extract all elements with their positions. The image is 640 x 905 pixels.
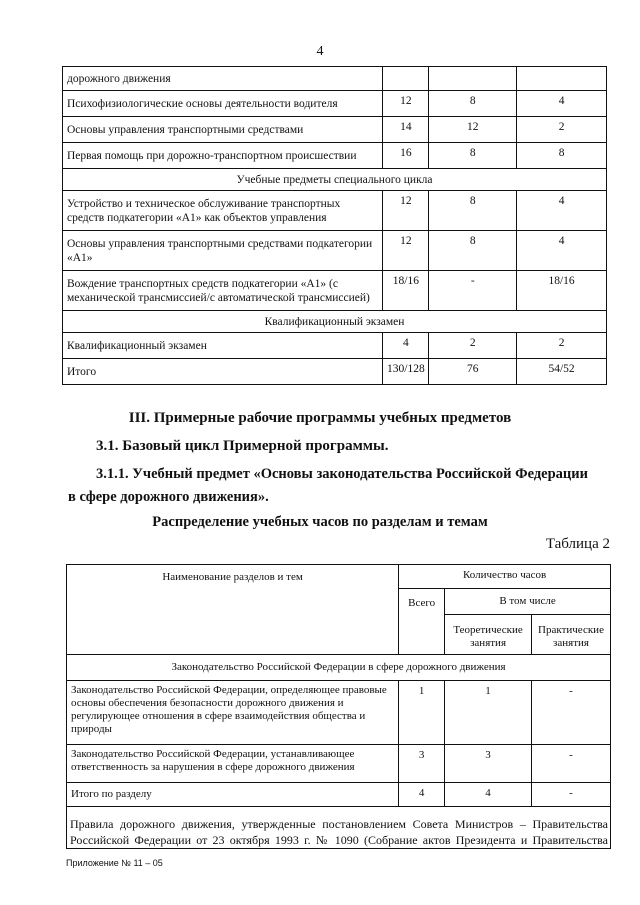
hours-c1: 130/128	[383, 359, 429, 385]
subject-name: Психофизиологические основы деятельности водителя	[63, 91, 383, 117]
subject-heading-line1: 3.1.1. Учебный предмет «Основы законодательства Российской Федерации	[96, 466, 588, 482]
page-footer: Приложение № 11 – 05	[66, 858, 163, 868]
header-theory: Теоретические занятия	[445, 615, 532, 655]
table-row	[63, 91, 607, 117]
subject-heading-line2: в сфере дорожного движения».	[68, 489, 269, 505]
hours-c3: 4	[517, 91, 607, 117]
hours-c3: 4	[517, 191, 607, 231]
hours-c2: 8	[429, 191, 517, 231]
section-row	[63, 169, 607, 191]
topic-total: 1	[399, 681, 445, 745]
table-row	[63, 333, 607, 359]
table-row	[63, 191, 607, 231]
hours-c2: 8	[429, 231, 517, 271]
table-row	[63, 271, 607, 311]
table-row	[63, 117, 607, 143]
section-total-theory: 4	[445, 783, 532, 807]
hours-c3: 2	[517, 117, 607, 143]
header-including: В том числе	[445, 589, 611, 615]
study-hours-table	[62, 66, 607, 385]
section-heading: III. Примерные рабочие программы учебных предметов	[128, 410, 512, 426]
regulation-paragraph: Правила дорожного движения, утвержденные постановлением Совета Министров – Правительства Российской Федерации от 23 октября 1993 г. № 1090 (Собрание актов Президента и Правительства	[70, 817, 608, 847]
hours-c3: 4	[517, 231, 607, 271]
subject-name: Первая помощь при дорожно-транспортном происшествии	[63, 143, 383, 169]
hours-c2: -	[429, 271, 517, 311]
section-title: Учебные предметы специального цикла	[63, 169, 607, 191]
hours-c3: 18/16	[517, 271, 607, 311]
topic-name: Законодательство Российской Федерации, устанавливающее ответственность за нарушения в сфере дорожного движения	[67, 745, 399, 783]
section-total-practice: -	[532, 783, 611, 807]
hours-c2: 12	[429, 117, 517, 143]
section-title: Квалификационный экзамен	[63, 311, 607, 333]
table-row	[63, 143, 607, 169]
section-total-total: 4	[399, 783, 445, 807]
hours-c1: 18/16	[383, 271, 429, 311]
topic-theory: 1	[445, 681, 532, 745]
table-label: Таблица 2	[545, 536, 610, 552]
hours-c1: 16	[383, 143, 429, 169]
topic-theory: 3	[445, 745, 532, 783]
hours-c3: 2	[517, 333, 607, 359]
hours-distribution-table	[66, 564, 611, 849]
hours-c2: 8	[429, 143, 517, 169]
header-practice: Практические занятия	[532, 615, 611, 655]
header-hours: Количество часов	[399, 565, 611, 589]
subject-name: Вождение транспортных средств подкатегории «А1» (с механической трансмиссией/с автоматической трансмиссией)	[63, 271, 383, 311]
distribution-heading: Распределение учебных часов по разделам и темам	[152, 514, 488, 530]
subject-name: Основы управления транспортными средствами	[63, 117, 383, 143]
section-total-label: Итого по разделу	[67, 783, 399, 807]
topic-name: Законодательство Российской Федерации, определяющее правовые основы обеспечения безопасности дорожного движения и регулирующее отношения в сфере взаимодействия общества и природы	[67, 681, 399, 745]
topic-total: 3	[399, 745, 445, 783]
subject-name: Итого	[63, 359, 383, 385]
hours-c3: 54/52	[517, 359, 607, 385]
section-row	[63, 311, 607, 333]
header-total: Всего	[399, 589, 445, 655]
hours-c3	[517, 67, 607, 91]
subsection-heading: 3.1. Базовый цикл Примерной программы.	[96, 438, 389, 454]
subject-name: дорожного движения	[63, 67, 383, 91]
hours-c1: 4	[383, 333, 429, 359]
hours-c3: 8	[517, 143, 607, 169]
hours-c1: 12	[383, 191, 429, 231]
topic-practice: -	[532, 745, 611, 783]
table-row	[63, 231, 607, 271]
hours-c2: 8	[429, 91, 517, 117]
section-row: Законодательство Российской Федерации в сфере дорожного движения	[67, 655, 611, 681]
hours-c1: 12	[383, 91, 429, 117]
header-name: Наименование разделов и тем	[67, 565, 399, 655]
hours-c2: 76	[429, 359, 517, 385]
hours-c2: 2	[429, 333, 517, 359]
topic-practice: -	[532, 681, 611, 745]
hours-c1: 12	[383, 231, 429, 271]
hours-c2	[429, 67, 517, 91]
subject-name: Квалификационный экзамен	[63, 333, 383, 359]
hours-c1: 14	[383, 117, 429, 143]
table-row	[63, 359, 607, 385]
page-number: 4	[316, 44, 324, 59]
table-row	[63, 67, 607, 91]
subject-name: Основы управления транспортными средствами подкатегории «А1»	[63, 231, 383, 271]
subject-name: Устройство и техническое обслуживание транспортных средств подкатегории «А1» как объектов управления	[63, 191, 383, 231]
hours-c1	[383, 67, 429, 91]
